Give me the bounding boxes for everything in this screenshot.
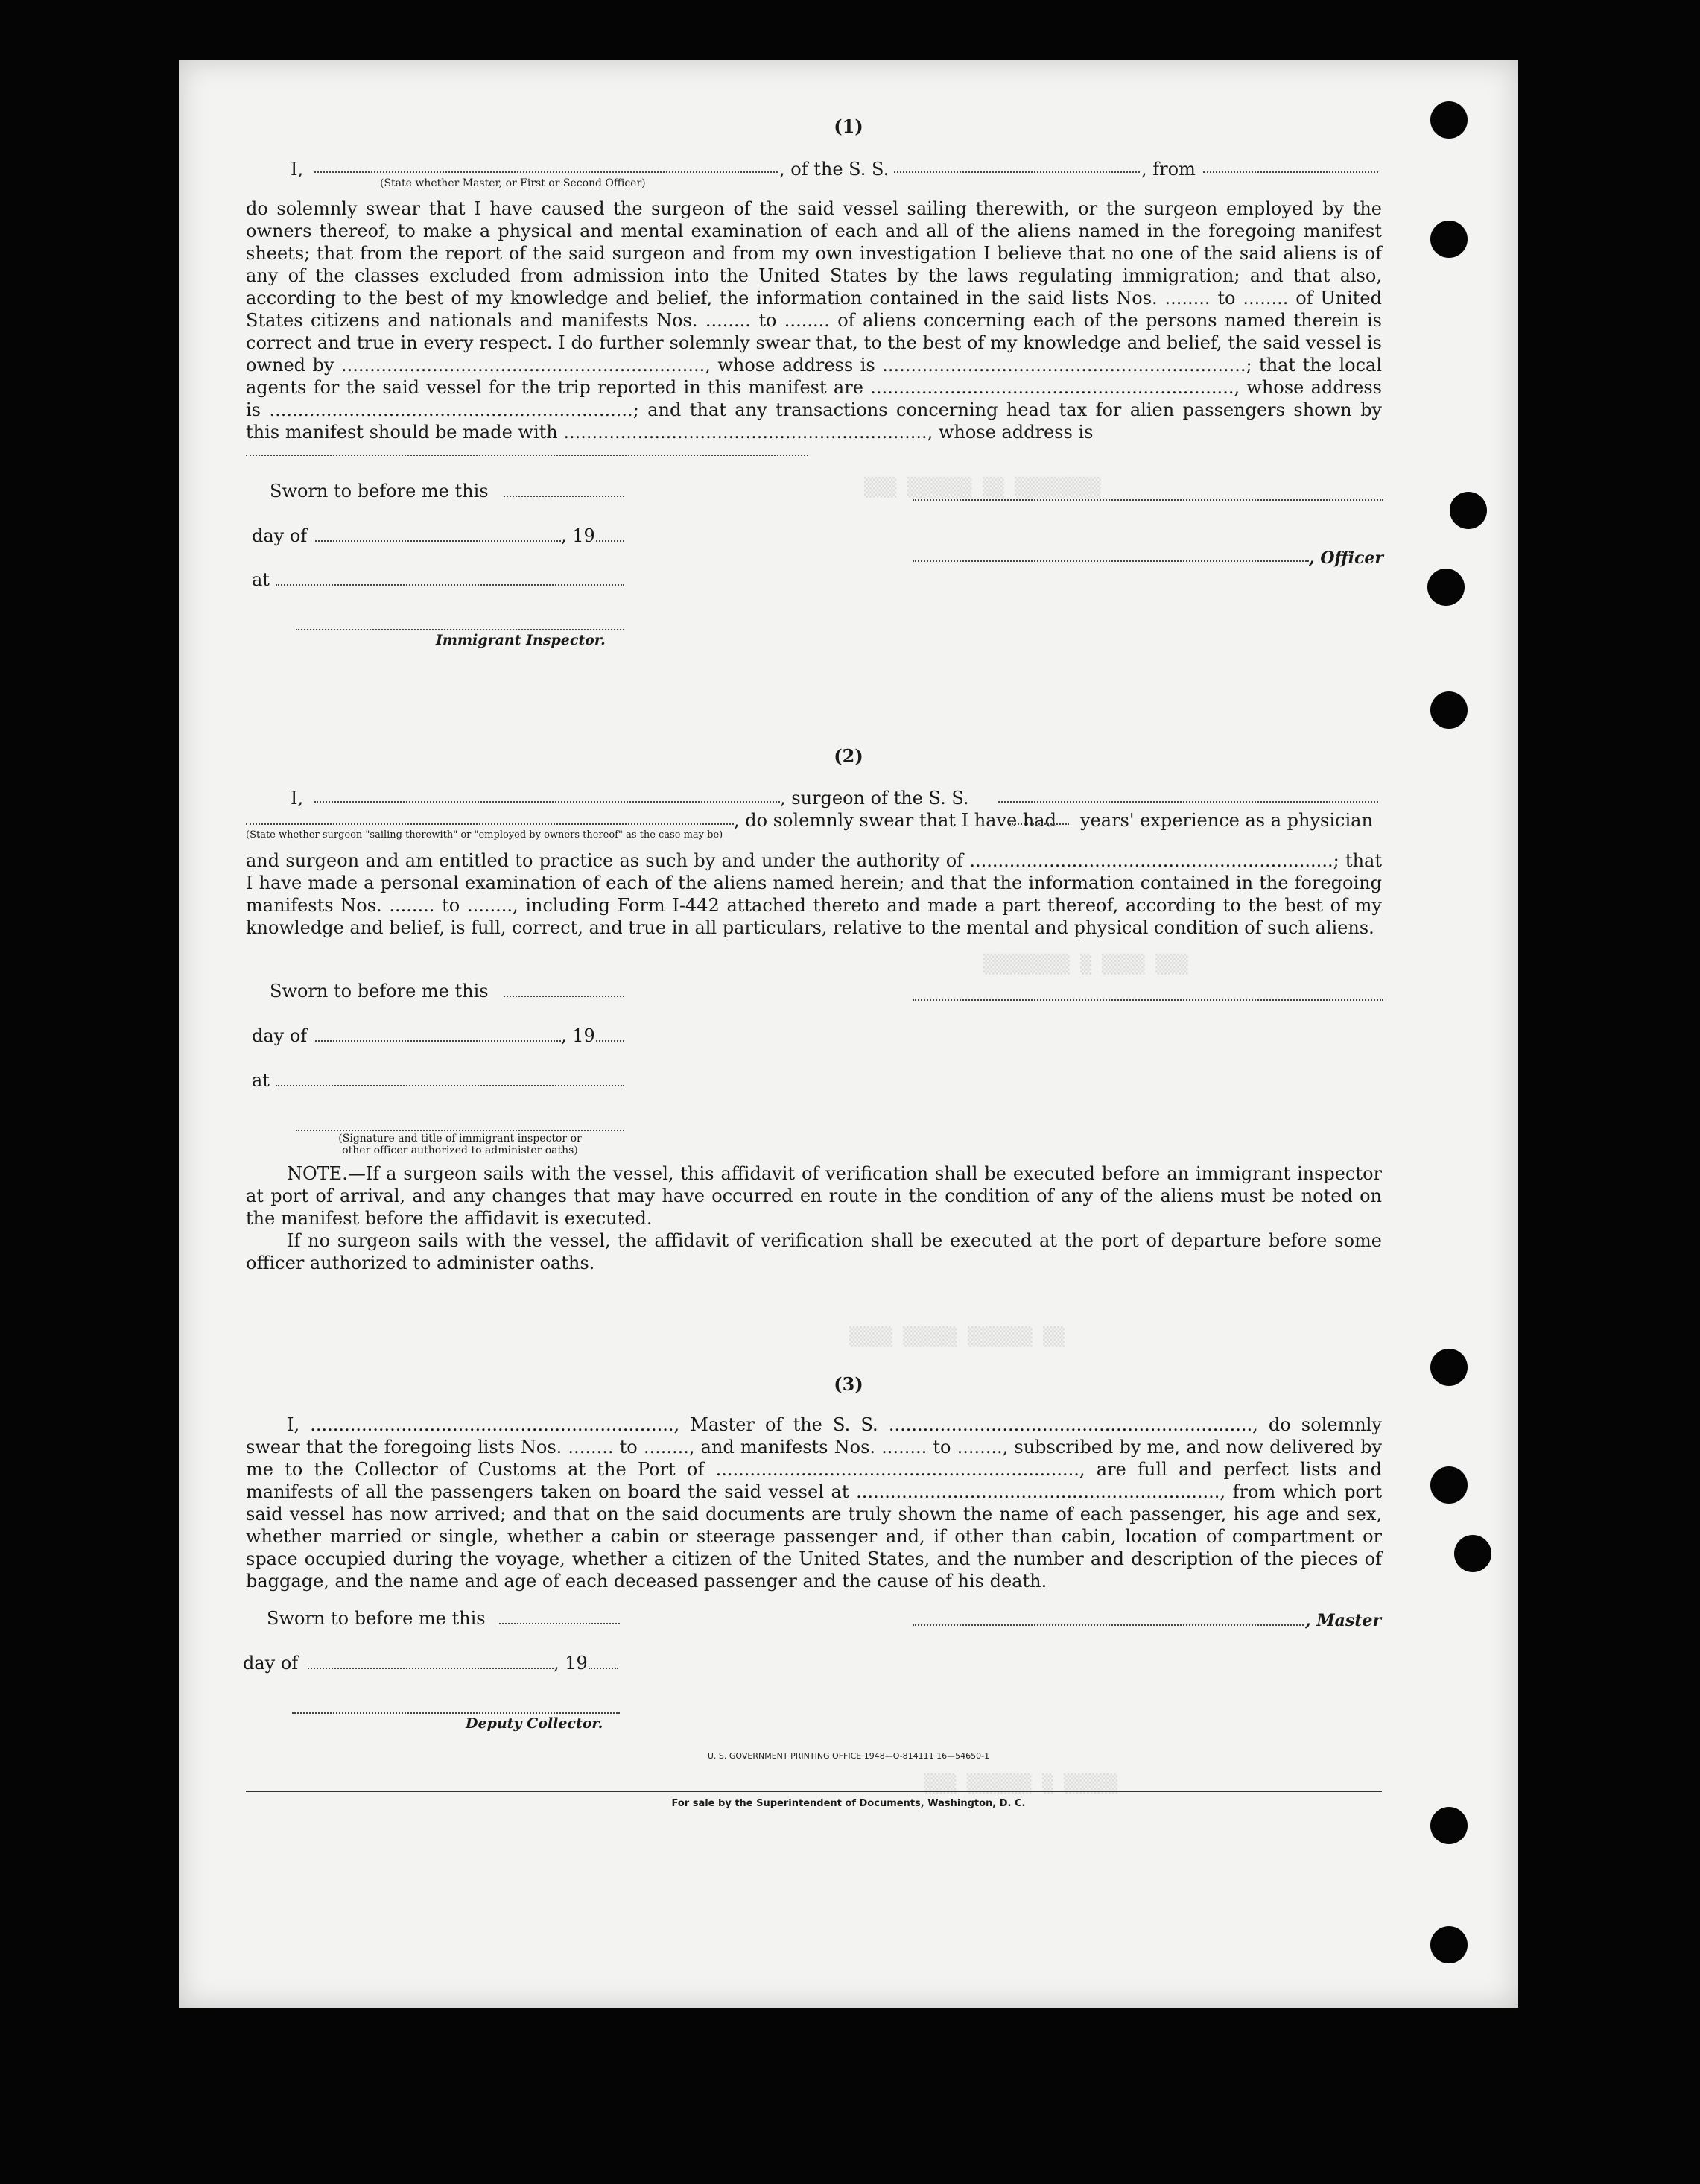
sworn-day-field[interactable]	[504, 496, 624, 497]
sworn-day-field[interactable]	[504, 996, 624, 997]
month-field[interactable]	[308, 1668, 554, 1669]
month-field[interactable]	[315, 540, 561, 542]
at-label: at	[252, 1070, 270, 1091]
bleed-through-text: ▒▒▒ ▒▒▒▒▒▒ ▒ ▒▒▒▒▒	[924, 1773, 1118, 1794]
sworn-day-field[interactable]	[499, 1623, 620, 1624]
surgeon-type-hint: (State whether surgeon "sailing therewith" or "employed by owners thereof" as the case may be)	[246, 829, 723, 841]
punch-hole	[1430, 1466, 1468, 1504]
day-of-label: day of	[243, 1653, 299, 1674]
punch-hole	[1430, 691, 1468, 729]
collector-caption: Deputy Collector.	[466, 1715, 603, 1732]
year-label: , 19	[554, 1653, 588, 1674]
i-label: I,	[291, 788, 304, 808]
surgeon-name-field[interactable]	[314, 801, 780, 803]
section3-oath-text: I, ................................................................, Master of the S. S. ................................................................, do solemnly swear that the foregoing lists Nos. ........ to ........, and manifests Nos. ........ to ........, subscribed by me, and now delivered by me to the Collector of Customs at the Port of ................................................................, are full and perfect lists and manifests of all the passengers taken on board the said vessel at ................................................................, from which port said vessel has now arrived; and that on the said documents are truly shown the name of each passenger, his age and sex, whether married or single, whether a cabin or steerage passenger and, if other than cabin, location of compartment or space occupied during the voyage, whether a citizen of the United States, and the number and description of the pieces of baggage, and the name and age of each deceased passenger and the cause of his death.	[246, 1414, 1382, 1592]
section-number: (2)	[834, 745, 863, 767]
years-field[interactable]	[1009, 823, 1069, 825]
note-paragraph-2: If no surgeon sails with the vessel, the affidavit of verification shall be executed at the port of departure before some officer authorized to administer oaths.	[246, 1230, 1382, 1273]
from-label: , from	[1141, 159, 1196, 180]
collector-signature-line[interactable]	[292, 1712, 620, 1714]
master-signature-line[interactable]	[913, 1624, 1304, 1626]
year-field[interactable]	[589, 1668, 618, 1669]
sworn-label: Sworn to before me this	[270, 481, 489, 501]
vessel-name-field[interactable]	[998, 801, 1378, 803]
punch-hole	[1430, 1349, 1468, 1386]
footer-rule	[246, 1791, 1382, 1792]
swear-had-label: , do solemnly swear that I have had	[734, 810, 1056, 831]
punch-hole	[1430, 1807, 1468, 1844]
year-label: , 19	[561, 525, 595, 546]
punch-hole	[1430, 1926, 1468, 1963]
section1-oath-text: do solemnly swear that I have caused the surgeon of the said vessel sailing therewith, or the surgeon employed by the owners thereof, to make a physical and mental examination of each and all of the aliens named in the foregoing manifest sheets; that from the report of the said surgeon and from my own investigation I believe that no one of the said aliens is of any of the classes excluded from admission into the United States by the laws regulating immigration; and that also, according to the best of my knowledge and belief, the information contained in the said lists Nos. ........ to ........ of United States citizens and nationals and manifests Nos. ........ to ........ of aliens concerning each of the persons named therein is correct and true in every respect. I do further solemnly swear that, to the best of my knowledge and belief, the said vessel is owned by ................................................................, whose address is ................................................................; that the local agents for the said vessel for the trip reported in this manifest are ................................................................, whose address is ................................................................; and that any transactions concerning head tax for alien passengers shown by this manifest should be made with ................................................................, whose address is	[246, 198, 1382, 443]
section2-oath-text: and surgeon and am entitled to practice as such by and under the authority of ................................................................; that I have made a personal examination of each of the aliens named herein; and that the information contained in the foregoing manifests Nos. ........ to ........, including Form I-442 attached thereto and made a part thereof, according to the best of my knowledge and belief, is full, correct, and true in all particulars, relative to the mental and physical condition of such aliens.	[246, 850, 1382, 938]
officer-caption: , Officer	[1309, 548, 1384, 568]
master-caption: , Master	[1305, 1611, 1382, 1630]
years-experience-label: years' experience as a physician	[1080, 810, 1373, 831]
manifest-page	[179, 60, 1518, 2008]
year-label: , 19	[561, 1025, 595, 1046]
surgeon-type-field[interactable]	[246, 823, 734, 825]
head-tax-contact-field[interactable]	[246, 455, 808, 456]
signature-caption-line-1: (Signature and title of immigrant inspector or	[338, 1133, 582, 1145]
punch-hole	[1450, 492, 1487, 529]
vessel-name-field[interactable]	[894, 171, 1140, 173]
year-field[interactable]	[596, 1040, 624, 1042]
punch-hole	[1427, 569, 1465, 606]
surgeon-of-ss-label: , surgeon of the S. S.	[780, 788, 969, 808]
day-of-label: day of	[252, 1025, 308, 1046]
surgeon-signature-line[interactable]	[913, 999, 1383, 1001]
inspector-caption: Immigrant Inspector.	[436, 632, 606, 648]
signature-caption-line-2: other officer authorized to administer oaths)	[342, 1145, 578, 1156]
sworn-label: Sworn to before me this	[270, 981, 489, 1001]
bleed-through-text: ▒▒▒▒ ▒▒▒▒▒ ▒▒▒▒▒▒ ▒▒	[849, 1326, 1065, 1347]
officer-name-field[interactable]	[314, 171, 778, 173]
printing-office-line: U. S. GOVERNMENT PRINTING OFFICE 1948—O-814111 16—54650-1	[707, 1751, 990, 1761]
bleed-through-text: ▒▒▒ ▒▒▒▒▒▒ ▒▒ ▒▒▒▒▒▒▒▒	[864, 477, 1101, 498]
officer-signature-line[interactable]	[913, 499, 1383, 501]
section-number: (1)	[834, 115, 863, 137]
place-field[interactable]	[276, 1085, 624, 1086]
rank-hint: (State whether Master, or First or Second Officer)	[380, 177, 646, 189]
sworn-label: Sworn to before me this	[267, 1608, 486, 1629]
of-ss-label: , of the S. S.	[779, 159, 889, 180]
signature-caption	[296, 1133, 624, 1156]
officer-signature-line[interactable]	[296, 1130, 624, 1131]
at-label: at	[252, 569, 270, 590]
month-field[interactable]	[315, 1040, 561, 1042]
section-number: (3)	[834, 1373, 863, 1395]
punch-hole	[1430, 101, 1468, 139]
sale-notice: For sale by the Superintendent of Documents, Washington, D. C.	[671, 1798, 1026, 1809]
day-of-label: day of	[252, 525, 308, 546]
bleed-through-text: ▒▒▒▒▒▒▒▒ ▒ ▒▒▒▒ ▒▒▒	[983, 954, 1188, 975]
from-port-field[interactable]	[1203, 171, 1378, 173]
punch-hole	[1430, 221, 1468, 258]
officer-title-line[interactable]	[913, 560, 1309, 562]
inspector-signature-line[interactable]	[296, 629, 624, 630]
note-paragraph-1: NOTE.—If a surgeon sails with the vessel, this affidavit of verification shall be executed before an immigrant inspector at port of arrival, and any changes that may have occurred en route in the condition of any of the aliens must be noted on the manifest before the affidavit is executed.	[246, 1163, 1382, 1229]
i-label: I,	[291, 159, 304, 180]
place-field[interactable]	[276, 584, 624, 586]
year-field[interactable]	[596, 540, 624, 542]
punch-hole	[1454, 1535, 1491, 1572]
